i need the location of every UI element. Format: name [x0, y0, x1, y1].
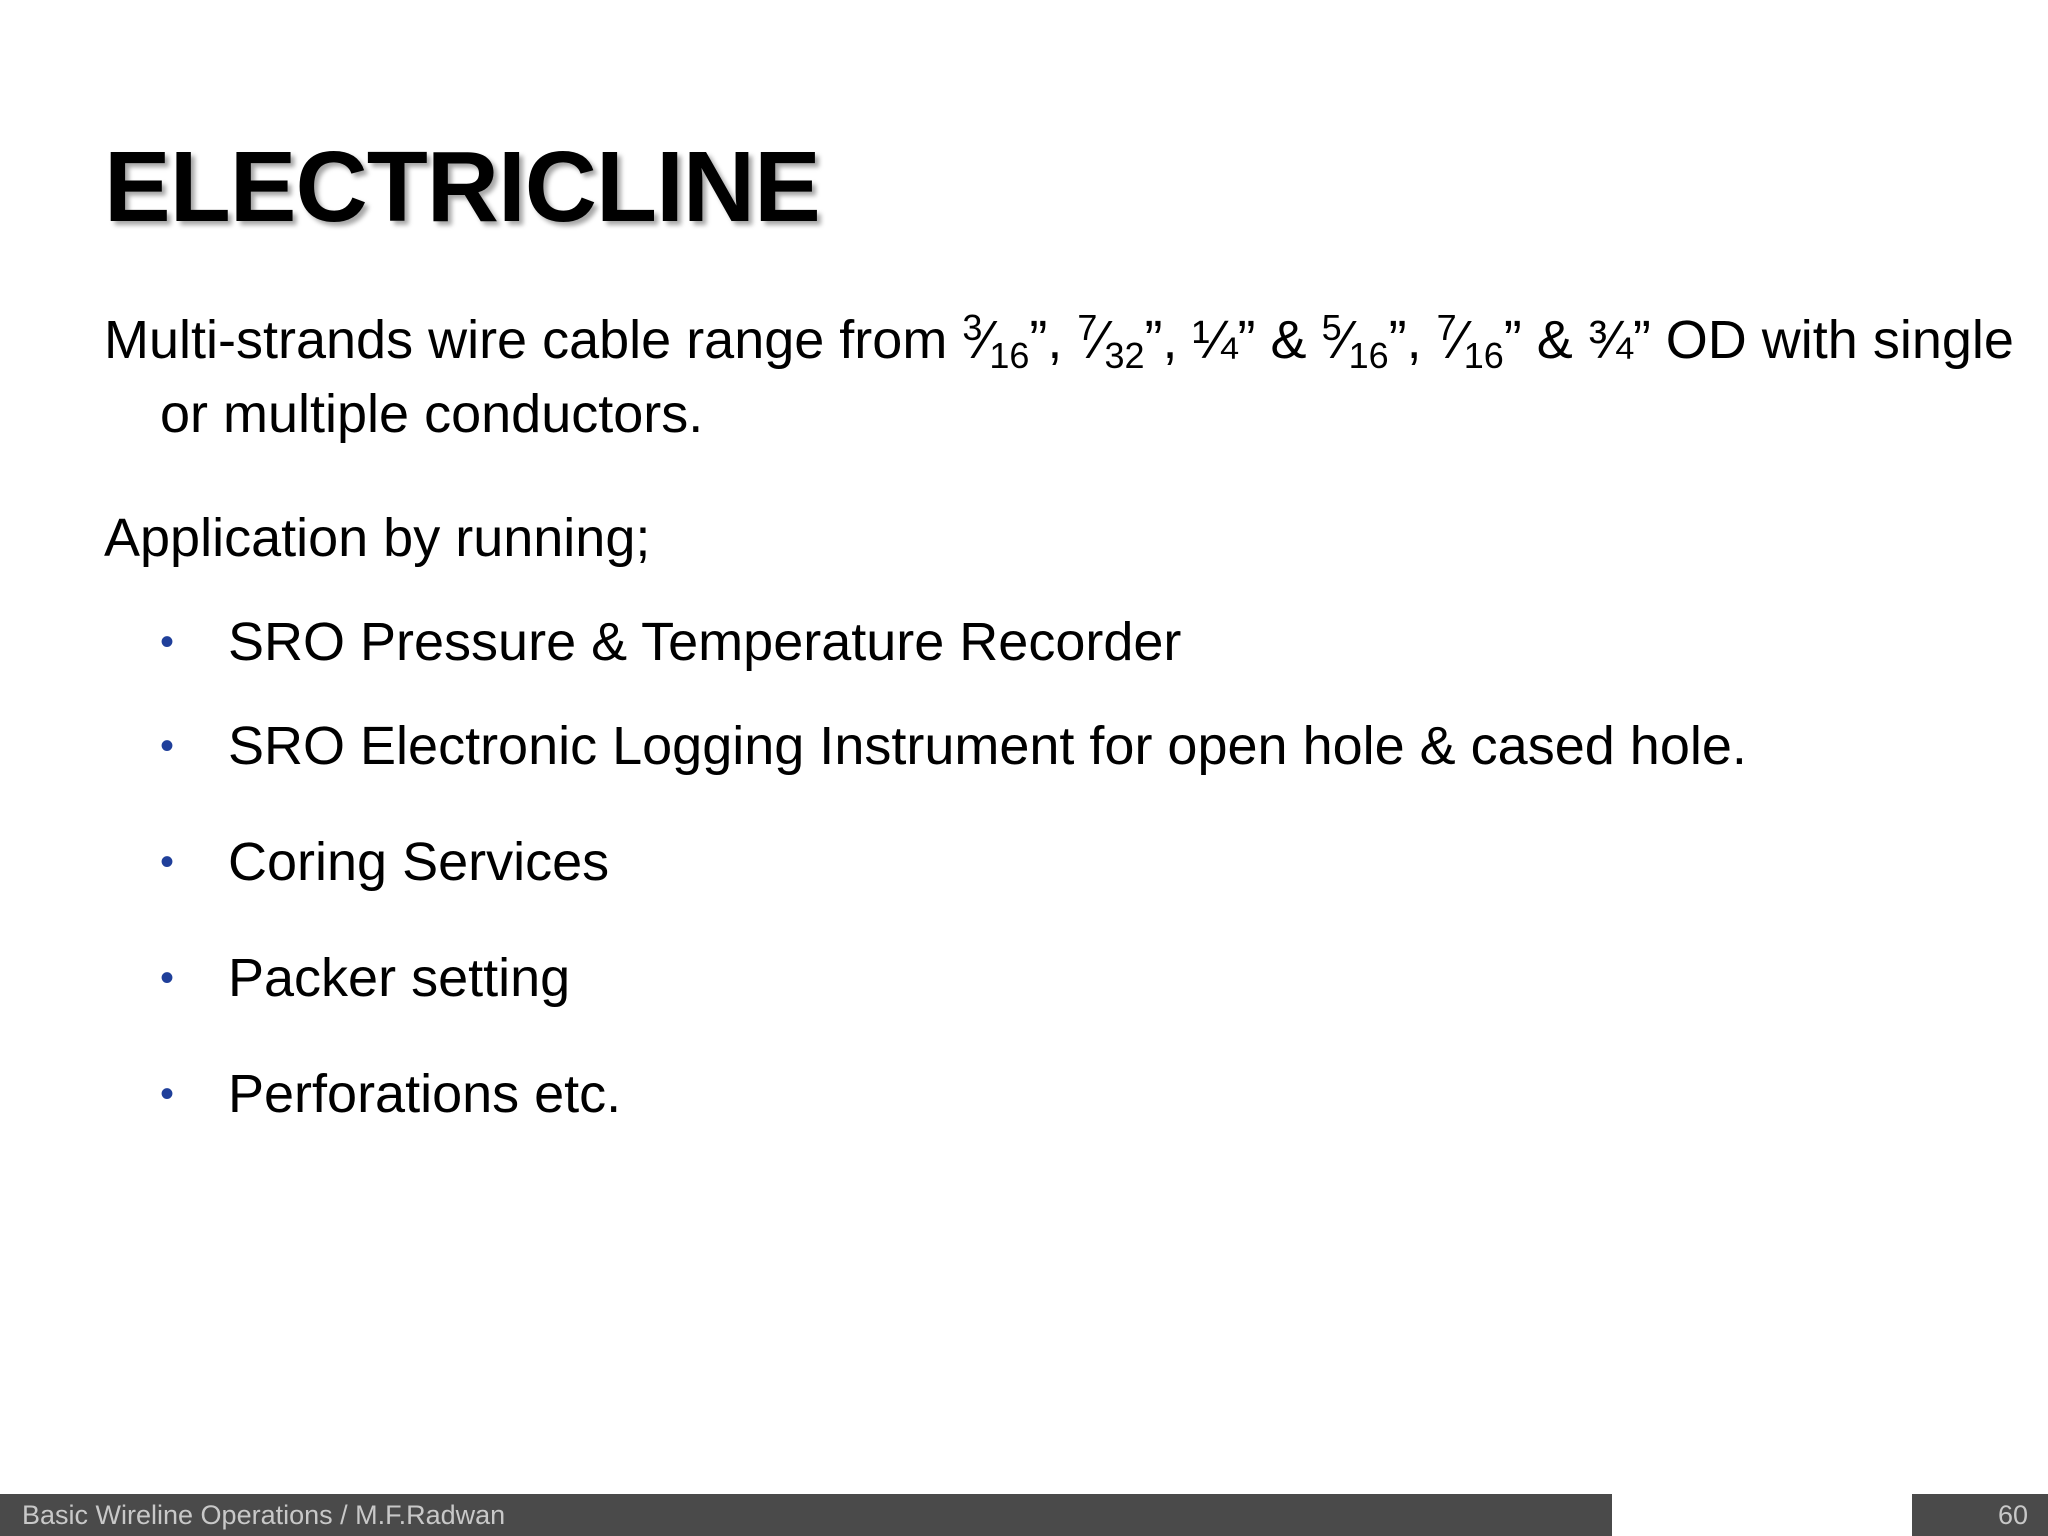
- bullet-dot-icon: •: [160, 1072, 175, 1116]
- footer-text: Basic Wireline Operations / M.F.Radwan: [22, 1500, 506, 1530]
- fraction-5-16: $^5$⁄16: [1321, 307, 1389, 376]
- intro-paragraph: [104, 306, 2040, 448]
- bullet-text: Packer setting: [228, 948, 571, 1008]
- bullet-dot-icon: •: [160, 956, 175, 1000]
- bullet-dot-icon: •: [160, 840, 175, 884]
- bullet-dot-icon: •: [160, 724, 175, 768]
- intro-tail: ” & ¾” OD with single or multiple conductors.: [160, 310, 2014, 444]
- application-heading: Application by running;: [104, 508, 651, 568]
- intro-separator: ”,: [1029, 310, 1078, 370]
- fraction-7-32: $^7$⁄32: [1077, 307, 1145, 376]
- bullet-text: Coring Services: [228, 832, 610, 892]
- bullet-text: SRO Pressure & Temperature Recorder: [228, 612, 1182, 672]
- intro-separator: ”, ¼” &: [1144, 310, 1322, 370]
- fraction-7-16: $^7$⁄16: [1436, 307, 1504, 376]
- fraction-3-16: $^3$⁄16: [962, 307, 1030, 376]
- intro-lead: Multi-strands wire cable range from: [104, 310, 963, 370]
- page-number-box: [1912, 1494, 2048, 1536]
- bullet-text: Perforations etc.: [228, 1064, 622, 1124]
- footer-bar: [0, 1494, 1612, 1536]
- bullet-text: SRO Electronic Logging Instrument for open hole & cased hole.: [228, 716, 1747, 776]
- slide-title: ELECTRICLINE: [104, 131, 820, 243]
- intro-separator: ”,: [1388, 310, 1437, 370]
- page-number: 60: [1997, 1500, 2028, 1530]
- bullet-dot-icon: •: [160, 620, 175, 664]
